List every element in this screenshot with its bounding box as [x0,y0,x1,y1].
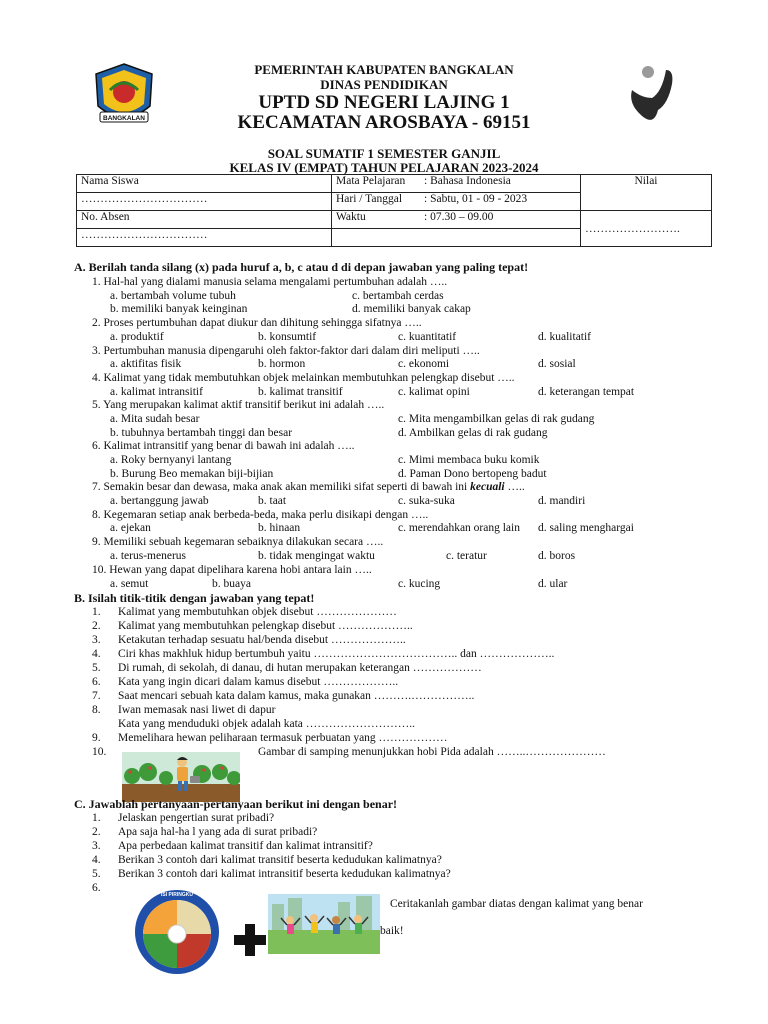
option-a9b[interactable]: b. tidak mengingat waktu [258,550,375,562]
exam-title: SOAL SUMATIF 1 SEMESTER GANJIL [267,146,501,161]
option-a2d[interactable]: d. kualitatif [538,331,592,343]
option-a1a[interactable]: a. bertambah volume tubuh [110,290,236,302]
fill-b1[interactable]: Kalimat yang membutuhkan objek disebut ………………… [118,606,397,618]
option-a4c[interactable]: c. kalimat opini [398,386,470,398]
option-a6c[interactable]: c. Mimi membaca buku komik [398,454,540,466]
nama-label: Nama Siswa [77,175,332,193]
essay-c1: Jelaskan pengertian surat pribadi? [118,812,275,824]
b6-number: 6. [92,676,101,688]
fill-b10[interactable]: Gambar di samping menunjukkan hobi Pida adalah ……..………………… [258,746,606,758]
option-a10d[interactable]: d. ular [538,578,568,590]
option-a3c[interactable]: c. ekonomi [398,358,450,370]
option-a1d[interactable]: d. memiliki banyak cakap [352,303,471,315]
option-a1b[interactable]: b. memiliki banyak keinginan [110,303,248,315]
question-a7 [92,480,525,494]
fill-b8-sentence: Iwan memasak nasi liwet di dapur [118,704,276,716]
question-a8: 8. Kegemaran setiap anak berbeda-beda, maka perlu disikapi dengan ….. [92,509,429,521]
school-name: UPTD SD NEGERI LAJING 1 [258,92,510,113]
student-info-table [76,174,712,247]
dept-line: DINAS PENDIDIKAN [320,77,448,92]
section-c-heading: C. Jawablah pertanyaan-pertanyaan berikut ini dengan benar! [74,797,398,811]
b1-number: 1. [92,606,101,618]
essay-c6: Ceritakanlah gambar diatas dengan kalimat yang benar [390,898,643,910]
option-a5b[interactable]: b. tubuhnya bertambah tinggi dan besar [110,427,293,439]
mapel-cell [332,175,581,193]
option-a6a[interactable]: a. Roky bernyanyi lantang [110,454,232,466]
option-a2b[interactable]: b. konsumtif [258,331,317,343]
b4-number: 4. [92,648,101,660]
option-a8b[interactable]: b. hinaan [258,522,301,534]
question-a9: 9. Memiliki sebuah kegemaran sebaiknya dilakukan secara ….. [92,536,384,548]
c1-number: 1. [92,812,101,824]
question-a7-text: 7. Semakin besar dan dewasa, maka anak akan memiliki sifat seperti di bawah ini [92,481,468,493]
girl-gardening-icon [122,752,240,802]
fill-b7[interactable]: Saat mencari sebuah kata dalam kamus, maka gunakan ……….…………….. [118,690,475,702]
gardening-picture [122,752,240,802]
question-a4: 4. Kalimat yang tidak membutuhkan objek melainkan membutuhkan pelengkap disebut ….. [92,372,515,384]
mapel-value: : Bahasa Indonesia [424,175,511,187]
fill-b3[interactable]: Ketakutan terhadap sesuatu hal/benda disebut ……………….. [118,634,406,646]
essay-c3: Apa perbedaan kalimat transitif dan kalimat intransitif? [118,840,373,852]
option-a4d[interactable]: d. keterangan tempat [538,386,635,398]
fill-b9[interactable]: Memelihara hewan peliharaan termasuk perbuatan yang ……………… [118,732,448,744]
fill-b2[interactable]: Kalimat yang membutuhkan pelengkap disebut ……………….. [118,620,413,632]
option-a7b[interactable]: b. taat [258,495,287,507]
option-a2c[interactable]: c. kuantitatif [398,331,457,343]
essay-c6-end: baik! [380,925,404,937]
option-a9c[interactable]: c. teratur [446,550,487,562]
option-a9a[interactable]: a. terus-menerus [110,550,186,562]
nilai-field[interactable]: ……………………. [581,211,712,247]
logo-text: BANGKALAN [103,115,145,122]
option-a10c[interactable]: c. kucing [398,578,441,590]
option-a4a[interactable]: a. kalimat intransitif [110,386,203,398]
essay-c4: Berikan 3 contoh dari kalimat transitif beserta kedudukan kalimatnya? [118,854,442,866]
nama-field[interactable]: …………………………… [77,193,332,211]
exercise-picture [268,894,380,954]
kids-exercising-icon [268,894,380,954]
b9-number: 9. [92,732,101,744]
option-a7d[interactable]: d. mandiri [538,495,586,507]
question-a1: 1. Hal-hal yang dialami manusia selama mengalami pertumbuhan adalah ….. [92,276,448,288]
option-a3d[interactable]: d. sosial [538,358,576,370]
b8-number: 8. [92,704,101,716]
food-plate-icon [118,888,236,976]
question-a7-emphasis: kecuali [470,481,505,493]
essay-c2: Apa saja hal-ha l yang ada di surat pribadi? [118,826,318,838]
question-a3: 3. Pertumbuhan manusia dipengaruhi oleh faktor-faktor dari dalam diri meliputi ….. [92,345,480,357]
absen-label: No. Absen [77,211,332,229]
fill-b6[interactable]: Kata yang ingin dicari dalam kamus disebut ……………….. [118,676,399,688]
fill-b5[interactable]: Di rumah, di sekolah, di danau, di hutan merupakan keterangan ……………… [118,662,482,674]
c5-number: 5. [92,868,101,880]
section-a-heading: A. Berilah tanda silang (x) pada huruf a, b, c atau d di depan jawaban yang paling tepat! [74,260,529,274]
class-year-title: KELAS IV (EMPAT) TAHUN PELAJARAN 2023-2024 [229,160,539,175]
option-a6d[interactable]: d. Paman Dono bertopeng badut [398,468,547,480]
option-a8a[interactable]: a. ejekan [110,522,151,534]
option-a4b[interactable]: b. kalimat transitif [258,386,343,398]
c3-number: 3. [92,840,101,852]
plate-title: ISI PIRINGKU [161,892,193,898]
essay-c5: Berikan 3 contoh dari kalimat intransitif beserta kedudukan kalimatnya? [118,868,451,880]
option-a5c[interactable]: c. Mita mengambilkan gelas di rak gudang [398,413,595,425]
b5-number: 5. [92,662,101,674]
healthy-plate-picture [118,888,236,976]
hari-label: Hari / Tanggal [336,193,403,205]
empty-cell [332,229,581,247]
waktu-value: : 07.30 – 09.00 [424,211,494,223]
option-a5a[interactable]: a. Mita sudah besar [110,413,200,425]
option-a6b[interactable]: b. Burung Beo memakan biji-bijian [110,468,274,480]
option-a8d[interactable]: d. saling menghargai [538,522,634,534]
question-a6: 6. Kalimat intransitif yang benar di bawah ini adalah ….. [92,440,355,452]
question-a7-dots: ….. [507,481,525,493]
fill-b4[interactable]: Ciri khas makhluk hidup bertumbuh yaitu ……………………………….. dan ……………….. [118,648,555,660]
hari-cell [332,193,581,211]
c2-number: 2. [92,826,101,838]
district-line: KECAMATAN AROSBAYA - 69151 [237,112,531,133]
option-a3b[interactable]: b. hormon [258,358,306,370]
option-a7a[interactable]: a. bertanggung jawab [110,495,209,507]
section-b-heading: B. Isilah titik-titik dengan jawaban yang tepat! [74,591,315,605]
b3-number: 3. [92,634,101,646]
mapel-label: Mata Pelajaran [336,175,406,187]
b10-number: 10. [92,746,107,758]
b2-number: 2. [92,620,101,632]
b7-number: 7. [92,690,101,702]
question-a10: 10. Hewan yang dapat dipelihara karena hobi antara lain ….. [92,564,372,576]
question-a5: 5. Yang merupakan kalimat aktif transitif berikut ini adalah ….. [92,399,385,411]
option-a10b[interactable]: b. buaya [212,578,251,590]
c6-number: 6. [92,882,101,894]
absen-field[interactable]: …………………………… [77,229,332,247]
option-a10a[interactable]: a. semut [110,578,149,590]
waktu-cell [332,211,581,229]
option-a8c[interactable]: c. merendahkan orang lain [398,522,520,534]
option-a3a[interactable]: a. aktifitas fisik [110,358,182,370]
option-a7c[interactable]: c. suka-suka [398,495,455,507]
nilai-label: Nilai [581,175,712,211]
plus-icon [232,922,268,958]
option-a5d[interactable]: d. Ambilkan gelas di rak gudang [398,427,548,439]
option-a2a[interactable]: a. produktif [110,331,164,343]
waktu-label: Waktu [336,211,366,223]
question-a2: 2. Proses pertumbuhan dapat diukur dan dihitung sehingga sifatnya ….. [92,317,422,329]
c4-number: 4. [92,854,101,866]
option-a1c[interactable]: c. bertambah cerdas [352,290,444,302]
option-a9d[interactable]: d. boros [538,550,576,562]
gov-line: PEMERINTAH KABUPATEN BANGKALAN [254,62,514,77]
hari-value: : Sabtu, 01 - 09 - 2023 [424,193,528,205]
fill-b8[interactable]: Kata yang menduduki objek adalah kata ……………………….. [118,718,416,730]
